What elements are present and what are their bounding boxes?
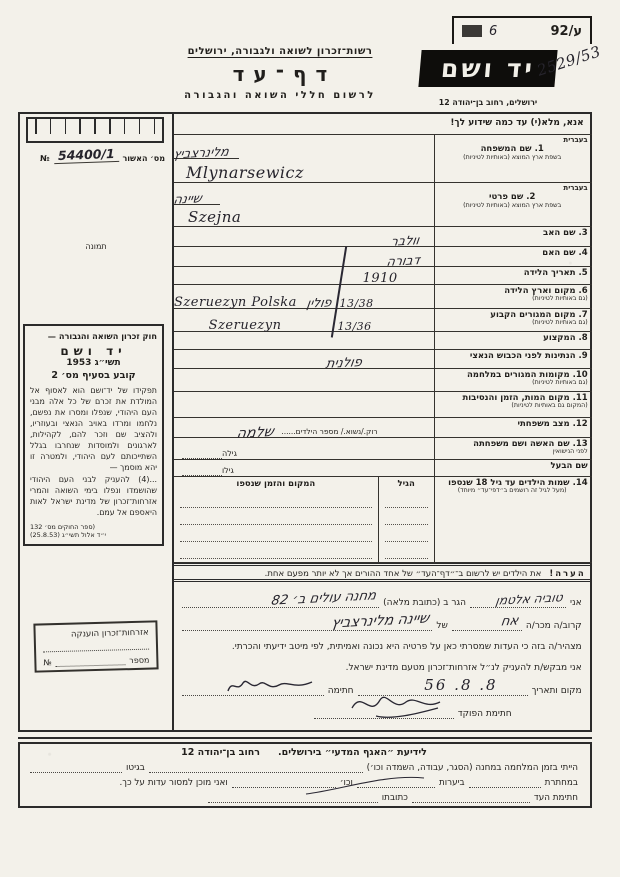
form-row-family-name	[174, 135, 592, 183]
form-row-birth-place	[174, 285, 592, 309]
row-label-text: 12. מצב משפחתי	[517, 419, 588, 429]
row-label-text: שם הבעל	[550, 461, 588, 471]
note-text: את הילדים יש לרשום ב־״דף־העד״ של אחד ההורים אך לא יותר מפעם אחת.	[264, 569, 542, 579]
handwritten-declarant-name: טוביה אלטמן	[494, 589, 564, 608]
perforation-ticks	[26, 117, 164, 143]
handwritten-entry: פולין	[305, 294, 333, 311]
printed-age-label: גילו	[222, 466, 234, 475]
row-fill	[174, 460, 434, 476]
handwritten-entry: שלמה	[235, 424, 275, 442]
empty-line	[180, 491, 372, 508]
dotted-line	[56, 653, 126, 667]
row-label	[434, 418, 592, 437]
row-fill	[174, 418, 434, 442]
row-label-sub: לפני הנישואין	[552, 448, 588, 456]
age-column-header: הגיל	[397, 479, 415, 489]
handwritten-entry: Mlynarsewicz	[186, 163, 304, 182]
row-label-text: 6. מקום וארץ הלידה	[504, 286, 588, 296]
row-fill	[174, 247, 434, 269]
row-fill	[174, 135, 434, 182]
row-label	[434, 285, 592, 308]
empty-line	[385, 542, 428, 559]
law-references	[30, 523, 157, 540]
dotted-line	[182, 684, 324, 696]
tick-mark	[50, 119, 52, 134]
law-year: תשי״ג 1953	[66, 358, 121, 368]
law-name: יד ושם	[60, 344, 127, 358]
section-header	[30, 747, 578, 758]
hebrew-tag: בעברית	[563, 136, 588, 144]
underground-label: במחתרת	[544, 778, 578, 788]
handwritten-address: מחנה עולים ב׳ 82	[269, 587, 377, 609]
tick-mark	[65, 119, 67, 134]
photo-placeholder-label: תמונה	[85, 242, 107, 251]
empty-line	[385, 491, 428, 508]
row-fill	[174, 227, 434, 249]
empty-line	[180, 508, 372, 525]
resides-label: הגר ב (כתובת מלאה)	[383, 597, 467, 608]
authority-line: רשות־זכרון לשואה ולגבורה, ירושלים	[187, 46, 373, 57]
row-label	[434, 135, 592, 182]
row-fill	[174, 267, 434, 284]
row-label-sub: (גם באותיות לטיניות)	[532, 379, 588, 387]
fill-line-latin	[174, 159, 304, 182]
row-label-sub: (גם באותיות לטיניות)	[532, 295, 588, 303]
memorial-citizenship-stamp	[33, 620, 158, 672]
dotted-line	[452, 613, 522, 631]
law-text-box	[23, 324, 164, 546]
row-label	[434, 460, 592, 476]
numero-sign: №	[43, 658, 52, 668]
etc-label: וכו׳	[339, 778, 353, 788]
row-fill	[174, 309, 434, 331]
form-row-husband-name	[174, 460, 592, 477]
address-label: כתובתו	[381, 793, 408, 803]
file-number-stamp	[452, 16, 592, 44]
children-place-column	[174, 477, 378, 562]
row-label-sub: בשפת ארץ המוצא (באותיות לטיניות)	[463, 201, 562, 209]
dotted-line	[182, 587, 379, 609]
of-label: של	[436, 620, 448, 631]
law-heading: חוק זכרון השואה והגבורה —	[47, 331, 157, 341]
row-label-text: 1. שם המשפחה	[480, 144, 544, 155]
declare-statement: מצהיר/ה בזה כי העדות שמסרתי כאן על פרטיה היא נכונה ואמיתית, לפי מיטב ידיעתי והכרתי.	[231, 641, 582, 652]
row-label-text: 9. הנתינות לפני הכבוש הנאצי	[469, 351, 588, 361]
printed-age-label: גילה	[222, 449, 237, 458]
row-label	[434, 227, 592, 246]
row-fill	[174, 350, 434, 372]
printed-options: רוק./נשוא./ מספר הילדים......	[281, 427, 378, 436]
witness-signature	[224, 675, 316, 699]
form-row-father-name	[174, 227, 592, 247]
row-label-sub: (גם באותיות לטיניות)	[532, 319, 588, 327]
yad-vashem-logo: יד ושם	[418, 50, 557, 87]
clerk-signature-line	[182, 707, 582, 719]
file-code: ע/92	[550, 23, 582, 39]
handwritten-digit: 6	[489, 23, 498, 39]
certificate-number-line	[22, 147, 169, 163]
dotted-line	[182, 609, 432, 632]
tick-mark	[79, 119, 81, 134]
row-label-text: 13. שם האשה ושם משפחתה	[473, 439, 588, 449]
tick-mark	[139, 119, 141, 134]
clerk-signature-label: חתימת הפוקד	[457, 708, 512, 719]
fill-line-hebrew	[174, 183, 220, 205]
dotted-line	[314, 707, 454, 719]
row-label	[434, 309, 592, 331]
ink-smudge	[462, 25, 482, 37]
row-label	[434, 369, 592, 391]
divider-rule	[18, 737, 592, 739]
empty-line	[180, 542, 372, 559]
ready-to-testify-label: ואני מוכן למסור עדות על כך.	[119, 778, 228, 788]
empty-line	[385, 525, 428, 542]
row-label-text: 11. מקום המות, הזמן והנסיבות	[462, 393, 588, 403]
row-label-text: 10. מקומות המגורים במלחמה	[466, 370, 588, 380]
row-fill	[174, 285, 434, 311]
page-title: דף־עד	[232, 62, 337, 86]
law-ref-2: י״ד אלול תשי״ג (25.8.53)	[30, 531, 106, 540]
witness-declaration	[174, 582, 592, 730]
row-fill	[174, 183, 434, 226]
place-column-header: המקום והזמן שנספו	[236, 479, 316, 489]
children-age-column	[378, 477, 434, 562]
empty-line	[180, 525, 372, 542]
handwritten-relation: אח	[499, 613, 520, 629]
request-statement: אני מבקש/ת להעניק לנ״ל אזרחות־זכרון מטעם מדינת ישראל.	[345, 662, 582, 673]
handwritten-victim-name: שיינה מלינרצביץ	[330, 609, 431, 632]
row-label-text: 14. שמות הילדים עד גיל 18 שנספו	[448, 478, 588, 488]
section-header-title: לידיעת ״האגף המדעי״ בירושלים.	[277, 747, 427, 758]
grant-stamp-line: אזרחות־זכרון הוענקה	[70, 627, 149, 640]
handwritten-entry: Szeruezyn Polska	[174, 295, 297, 310]
children-note-row	[174, 563, 592, 582]
row-label-sub: (מעל לגיל זה רושמים ב״דפי־עד״ מיוחד)	[457, 487, 567, 495]
row-label-sub: (המקום גם באותיות לטיניות)	[511, 402, 588, 410]
row-label	[434, 350, 592, 368]
handwritten-date: 8. 8. 56	[424, 675, 498, 694]
handwritten-entry: Szejna	[188, 208, 242, 226]
handwritten-certificate-number: 54400/1	[53, 146, 118, 164]
handwritten-entry: פולנית	[324, 355, 364, 372]
row-label	[434, 438, 592, 459]
row-label	[434, 267, 592, 284]
fill-line-latin	[174, 205, 241, 226]
dotted-line	[470, 589, 566, 608]
relation-line	[182, 609, 582, 632]
form-row-first-name	[174, 183, 592, 227]
handwritten-entry: מלינרצביץ	[172, 143, 231, 162]
ghetto-label: בגיטו	[126, 763, 145, 773]
handwritten-entry: וולבר	[390, 232, 422, 249]
certificate-label: מס׳ האשור	[122, 154, 165, 163]
row-label-sub: בשפת ארץ המוצא (באותיות לטיניות)	[463, 153, 562, 161]
form-row-wife-name	[174, 438, 592, 460]
form-row-profession	[174, 332, 592, 350]
main-form-box	[18, 112, 592, 732]
tick-mark	[109, 119, 111, 134]
row-label-text: 8. המקצוע	[543, 333, 588, 343]
handwritten-entry: Szeruezyn	[208, 318, 282, 333]
camp-label: הייתי בזמן המלחמה במחנה (הסגר, עבודה, השמדה וכו׳)	[366, 763, 578, 773]
fill-line-hebrew	[172, 135, 239, 162]
row-label	[434, 183, 592, 226]
handwritten-registry-number: 2529/53	[534, 42, 603, 80]
law-clause4: ...(4) להעניק לבני העם היהודי שהושמדו ונפלו בימי השואה והמרי אזרחות־זכרון של מדינת ישראל לאות היאספם אל עמם.	[30, 474, 157, 517]
note-label: הערה!	[549, 569, 586, 579]
law-clause: קובע בסעיף מס׳ 2	[51, 370, 136, 381]
form-row-death-place	[174, 392, 592, 418]
tick-mark	[35, 119, 37, 134]
row-label-text: 7. מקום המגורים הקבוע	[490, 310, 588, 320]
form-row-residence	[174, 309, 592, 332]
declarant-line	[182, 587, 582, 609]
relative-label: קרוב/ה מכר/ה	[525, 620, 582, 631]
row-fill	[174, 392, 434, 417]
i-label: אני	[570, 597, 582, 608]
row-label-text: 2. שם פרטי	[488, 192, 536, 203]
row-label	[434, 477, 592, 562]
row-label	[434, 332, 592, 349]
handwritten-ref: 13/38	[339, 297, 374, 310]
law-ref-1: (ספר החוקים מס׳ 132	[30, 522, 96, 531]
dotted-line	[182, 447, 222, 459]
numero-sign: №	[40, 154, 50, 163]
pen-curve	[300, 768, 430, 796]
grant-stamp-number-row	[43, 653, 149, 668]
grant-number-label: מספר	[129, 655, 150, 666]
handwritten-entry: שיינה	[172, 190, 203, 207]
form-row-birth-date	[174, 267, 592, 285]
row-label	[434, 247, 592, 266]
logo-address: ירושלים, רחוב בן־יהודה 12	[438, 98, 538, 107]
row-label	[434, 392, 592, 417]
place-date-label: מקום ותאריך	[531, 685, 582, 696]
row-fill	[174, 369, 434, 391]
children-table-row	[174, 477, 592, 563]
tick-mark	[154, 119, 156, 134]
row-label-text: 4. שם האם	[542, 248, 588, 258]
form-row-mother-name	[174, 247, 592, 267]
witness-sig-label: חתימת העד	[533, 793, 578, 803]
page-subtitle: לרשום חללי השואה והגבורה	[184, 90, 376, 101]
tick-mark	[94, 119, 96, 134]
form-fields-area	[172, 114, 592, 730]
handwritten-entry: 1910	[362, 271, 398, 286]
fill-in-prompt: אנא, מלא(י) עד כמה שידוע לך!	[174, 114, 592, 135]
dotted-line	[469, 776, 541, 788]
hebrew-tag: בעברית	[563, 184, 588, 192]
dotted-line	[182, 464, 222, 476]
left-column	[20, 114, 172, 730]
tick-mark	[124, 119, 126, 134]
signature-label: חתימה	[327, 685, 354, 696]
row-fill	[174, 438, 434, 459]
dotted-line	[43, 641, 149, 653]
section-header-address: רחוב בן־יהודה 12	[181, 747, 260, 758]
row-label-text: 3. שם האב	[543, 228, 588, 238]
forests-label: ביערות	[438, 778, 465, 788]
form-row-war-residences	[174, 369, 592, 392]
clerk-signature	[346, 692, 446, 722]
row-label-text: 5. תאריך הלידה	[523, 268, 588, 278]
law-body: תפקידו של יד־ושם הוא לאסוף אל המולדת את זכרם של כל אלה מבני העם היהודי, שנפלו ומסרו את נפשם, נלחמו ומרדו באויב הנאצי ובעוזריו, ולהציב שם וזכר להם, לקהילות, לארגונים ולמוסדות שנחרבו בגלל השתייכותם לעם היהודי, ולמטרה זו יהא מוסמך —	[30, 386, 157, 473]
form-row-citizenship	[174, 350, 592, 372]
row-fill	[174, 332, 434, 349]
form-row-marital-status	[174, 418, 592, 442]
handwritten-entry: דבורה	[385, 252, 422, 269]
dotted-line	[30, 761, 122, 773]
empty-line	[385, 508, 428, 525]
handwritten-ref: 13/36	[337, 320, 372, 333]
